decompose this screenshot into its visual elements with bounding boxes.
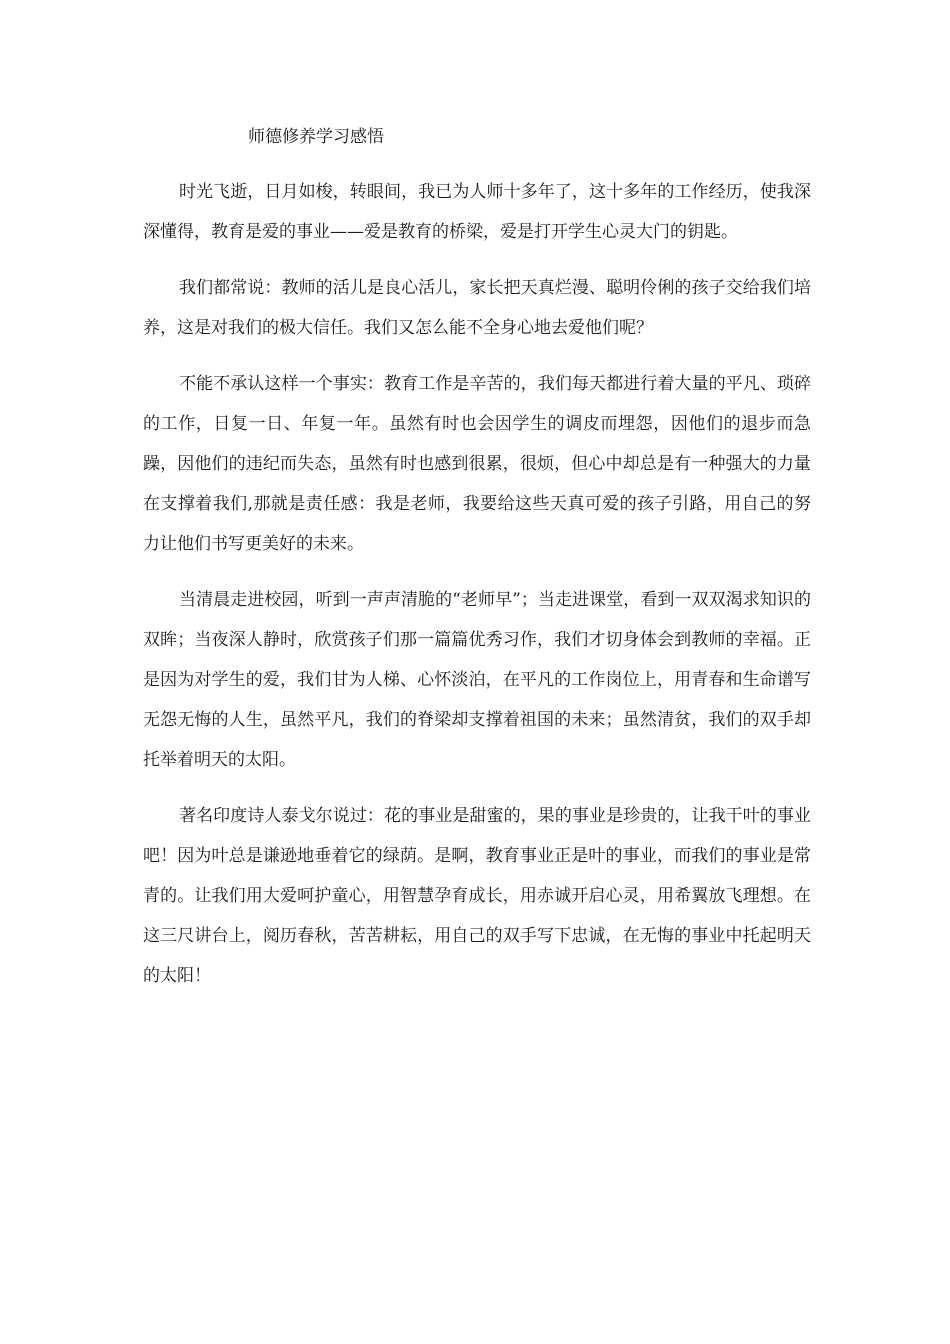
- paragraph-4: 当清晨走进校园，听到一声声清脆的“老师早”；当走进课堂，看到一双双渴求知识的双眸；当夜深人静时，欣赏孩子们那一篇篇优秀习作，我们才切身体会到教师的幸福。正是因为对学生的爱，我们甘为人梯、心怀淡泊，在平凡的工作岗位上，用青春和生命谱写无怨无悔的人生，虽然平凡，我们的脊梁却支撑着祖国的未来；虽然清贫，我们的双手却托举着明天的太阳。: [143, 590, 811, 770]
- paragraph-5: 著名印度诗人泰戈尔说过：花的事业是甜蜜的，果的事业是珍贵的，让我干叶的事业吧！因为叶总是谦逊地垂着它的绿荫。是啊，教育事业正是叶的事业，而我们的事业是常青的。让我们用大爱呵护童心，用智慧孕育成长，用赤诚开启心灵，用希翼放飞理想。在这三尺讲台上，阅历春秋，苦苦耕耘，用自己的双手写下忠诚，在无悔的事业中托起明天的太阳！: [143, 806, 811, 986]
- document-body: [143, 172, 811, 1012]
- paragraph-2: 我们都常说：教师的活儿是良心活儿，家长把天真烂漫、聪明伶俐的孩子交给我们培养，这是对我们的极大信任。我们又怎么能不全身心地去爱他们呢？: [143, 278, 811, 338]
- paragraph-1: 时光飞逝，日月如梭，转眼间，我已为人师十多年了，这十多年的工作经历，使我深深懂得，教育是爱的事业——爱是教育的桥梁，爱是打开学生心灵大门的钥匙。: [143, 182, 811, 242]
- document-title: 师德修养学习感悟: [248, 127, 384, 147]
- paragraph-3: 不能不承认这样一个事实：教育工作是辛苦的，我们每天都进行着大量的平凡、琐碎的工作，日复一日、年复一年。虽然有时也会因学生的调皮而埋怨，因他们的退步而急躁，因他们的违纪而失态，虽然有时也感到很累，很烦，但心中却总是有一种强大的力量在支撑着我们,那就是责任感：我是老师，我要给这些天真可爱的孩子引路，用自己的努力让他们书写更美好的未来。: [143, 374, 811, 554]
